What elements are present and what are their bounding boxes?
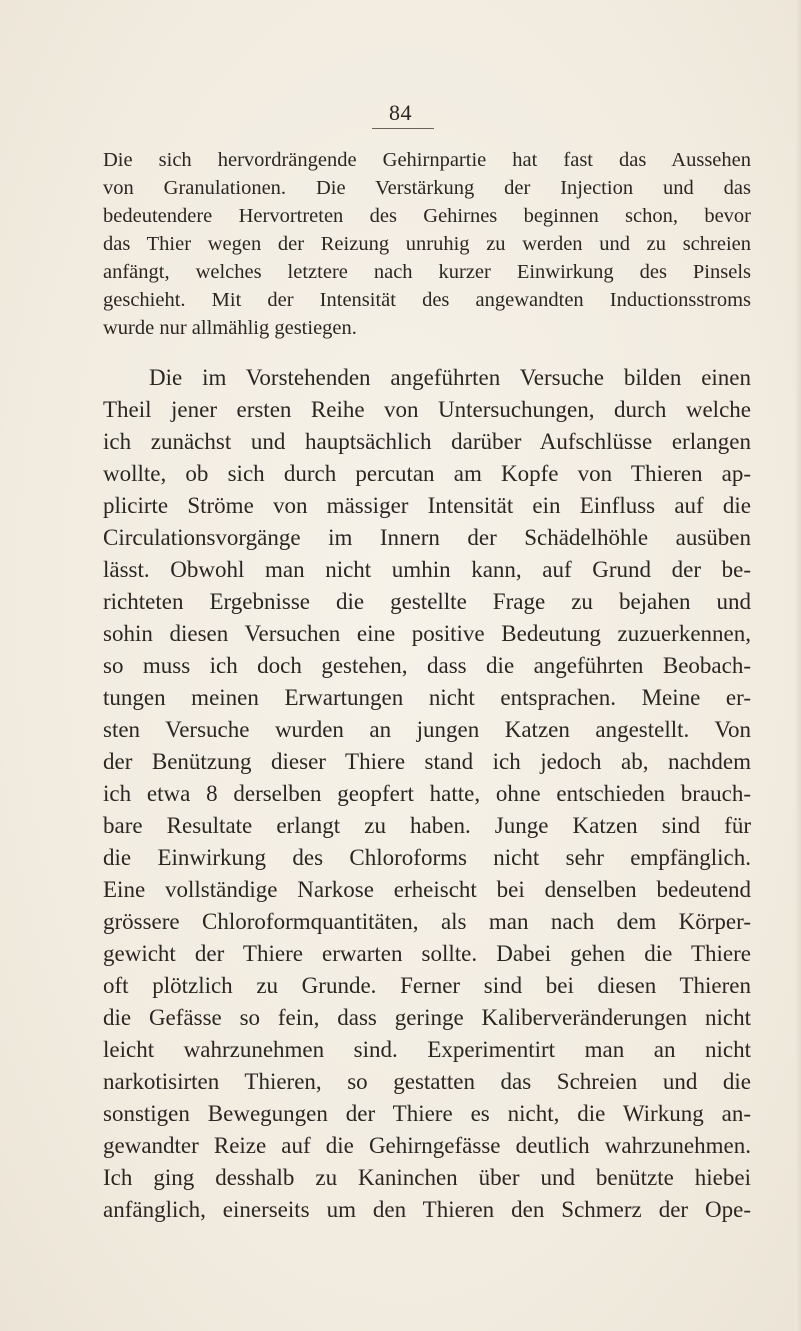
text-line: anfängt, welches letztere nach kurzer Einwirkung des Pinsels bbox=[103, 261, 751, 283]
text-line: Circulationsvorgänge im Innern der Schädelhöhle ausüben bbox=[103, 525, 751, 550]
text-line: sten Versuche wurden an jungen Katzen angestellt. Von bbox=[103, 717, 751, 742]
text-line: Eine vollständige Narkose erheischt bei denselben bedeutend bbox=[103, 877, 751, 902]
text-line: Theil jener ersten Reihe von Untersuchungen, durch welche bbox=[103, 397, 751, 422]
text-line: sonstigen Bewegungen der Thiere es nicht, die Wirkung an- bbox=[103, 1101, 751, 1126]
text-line: bedeutendere Hervortreten des Gehirnes beginnen schon, bevor bbox=[103, 205, 751, 227]
text-line: ich zunächst und hauptsächlich darüber Aufschlüsse erlangen bbox=[103, 429, 751, 454]
text-line: gewandter Reize auf die Gehirngefässe deutlich wahrzunehmen. bbox=[103, 1133, 751, 1158]
text-line: so muss ich doch gestehen, dass die angeführten Beobach- bbox=[103, 653, 751, 678]
text-line: von Granulationen. Die Verstärkung der Injection und das bbox=[103, 177, 751, 199]
text-line: leicht wahrzunehmen sind. Experimentirt man an nicht bbox=[103, 1037, 751, 1062]
page-number-underline bbox=[372, 128, 434, 129]
text-line: grössere Chloroformquantitäten, als man nach dem Körper- bbox=[103, 909, 751, 934]
text-line: oft plötzlich zu Grunde. Ferner sind bei diesen Thieren bbox=[103, 973, 751, 998]
text-line: der Benützung dieser Thiere stand ich jedoch ab, nachdem bbox=[103, 749, 751, 774]
text-line: sohin diesen Versuchen eine positive Bedeutung zuzuerkennen, bbox=[103, 621, 751, 646]
text-line: Die im Vorstehenden angeführten Versuche bilden einen bbox=[149, 365, 751, 390]
text-line: wurde nur allmählig gestiegen. bbox=[103, 317, 357, 339]
text-line: plicirte Ströme von mässiger Intensität ein Einfluss auf die bbox=[103, 493, 751, 518]
text-line: lässt. Obwohl man nicht umhin kann, auf Grund der be- bbox=[103, 557, 751, 582]
text-line: bare Resultate erlangt zu haben. Junge Katzen sind für bbox=[103, 813, 751, 838]
text-line: Die sich hervordrängende Gehirnpartie hat fast das Aussehen bbox=[103, 149, 751, 171]
page-edge bbox=[795, 0, 801, 1331]
text-line: Ich ging desshalb zu Kaninchen über und benützte hiebei bbox=[103, 1165, 751, 1190]
text-line: narkotisirten Thieren, so gestatten das Schreien und die bbox=[103, 1069, 751, 1094]
text-line: das Thier wegen der Reizung unruhig zu werden und zu schreien bbox=[103, 233, 751, 255]
text-line: ich etwa 8 derselben geopfert hatte, ohne entschieden brauch- bbox=[103, 781, 751, 806]
text-line: geschieht. Mit der Intensität des angewandten Inductionsstroms bbox=[103, 289, 751, 311]
text-line: anfänglich, einerseits um den Thieren den Schmerz der Ope- bbox=[103, 1197, 751, 1222]
text-line: richteten Ergebnisse die gestellte Frage zu bejahen und bbox=[103, 589, 751, 614]
text-line: tungen meinen Erwartungen nicht entsprachen. Meine er- bbox=[103, 685, 751, 710]
text-line: die Gefässe so fein, dass geringe Kaliberveränderungen nicht bbox=[103, 1005, 751, 1030]
page-number: 84 bbox=[389, 100, 412, 125]
text-line: gewicht der Thiere erwarten sollte. Dabei gehen die Thiere bbox=[103, 941, 751, 966]
text-line: die Einwirkung des Chloroforms nicht sehr empfänglich. bbox=[103, 845, 751, 870]
text-line: wollte, ob sich durch percutan am Kopfe von Thieren ap- bbox=[103, 461, 751, 486]
